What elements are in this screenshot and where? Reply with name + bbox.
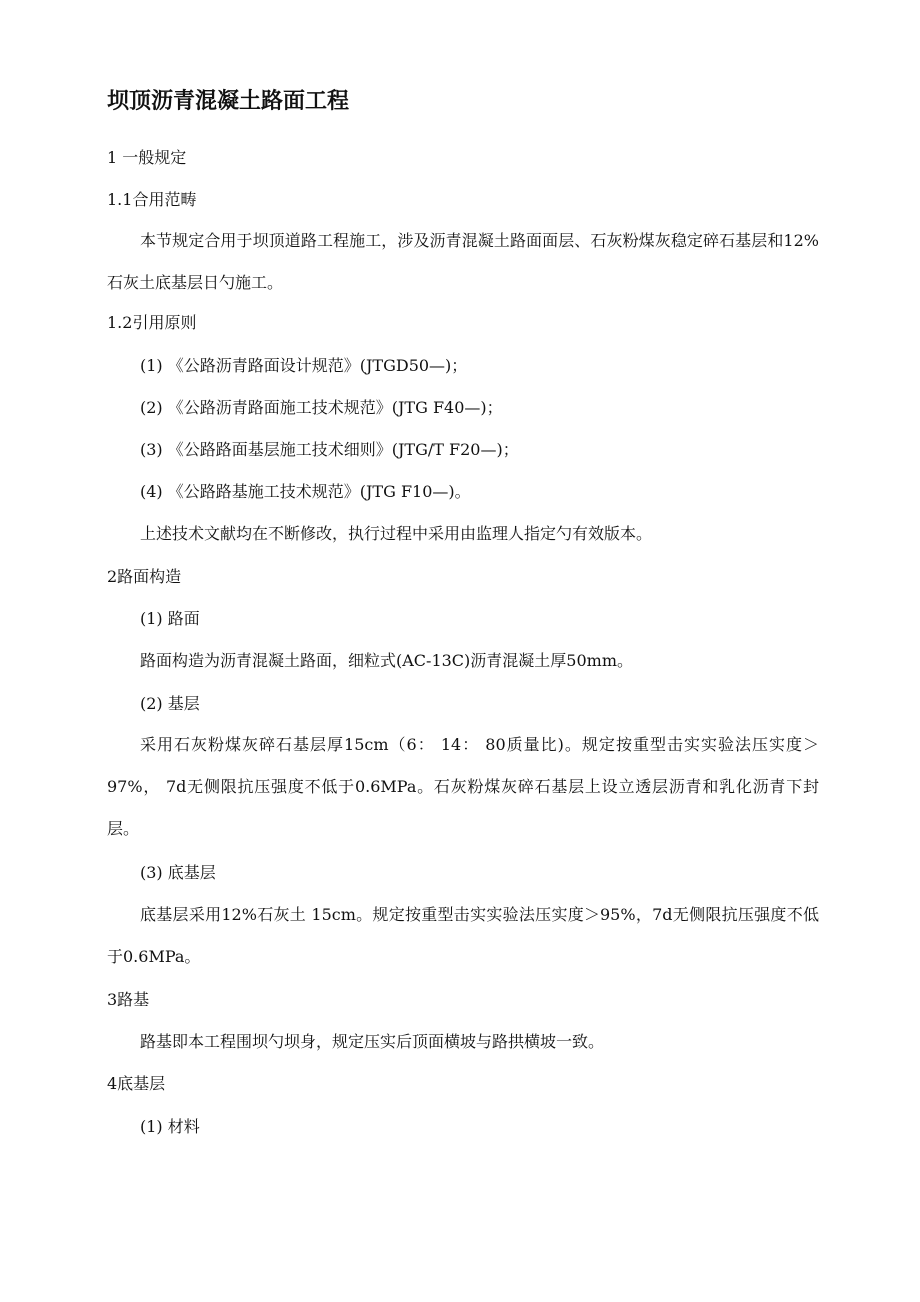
section-2-3-paragraph: 底基层采用12%石灰土 15cm。规定按重型击实实验法压实度＞95%，7d无侧限抗压强度不低于0.6MPa。	[107, 905, 819, 966]
section-1-1-heading: 1.1合用范畴	[107, 190, 197, 209]
section-3-heading: 3路基	[107, 990, 150, 1009]
section-1-1-paragraph: 本节规定合用于坝顶道路工程施工，涉及沥青混凝土路面面层、石灰粉煤灰稳定碎石基层和12%石灰土底基层日勺施工。	[107, 231, 819, 292]
section-2-1-heading: (1) 路面	[140, 609, 200, 628]
reference-item-4: (4) 《公路路基施工技术规范》(JTG F10—)。	[140, 482, 471, 501]
reference-item-3: (3) 《公路路面基层施工技术细则》(JTG/T F20—)；	[140, 440, 519, 459]
references-note: 上述技术文献均在不断修改，执行过程中采用由监理人指定勺有效版本。	[140, 524, 653, 543]
section-2-heading: 2路面构造	[107, 567, 182, 586]
section-3-paragraph: 路基即本工程围坝勺坝身，规定压实后顶面横坡与路拱横坡一致。	[140, 1032, 605, 1051]
section-4-heading: 4底基层	[107, 1074, 166, 1093]
reference-item-2: (2) 《公路沥青路面施工技术规范》(JTG F40—)；	[140, 398, 503, 417]
section-1-2-heading: 1.2引用原则	[107, 313, 197, 332]
reference-item-1: (1) 《公路沥青路面设计规范》(JTGD50—)；	[140, 356, 468, 375]
section-4-1-heading: (1) 材料	[140, 1117, 200, 1136]
section-2-2-heading: (2) 基层	[140, 694, 200, 713]
section-2-2-paragraph: 采用石灰粉煤灰碎石基层厚15cm（6： 14： 80质量比)。规定按重型击实实验法压实度＞97%， 7d无侧限抗压强度不低于0.6MPa。石灰粉煤灰碎石基层上设立透层沥青和乳化沥青下封层。	[107, 735, 819, 838]
section-1-heading: 1 一般规定	[107, 148, 187, 167]
section-2-1-paragraph: 路面构造为沥青混凝土路面，细粒式(AC-13C)沥青混凝土厚50mm。	[140, 651, 633, 670]
section-2-3-heading: (3) 底基层	[140, 863, 216, 882]
document-title: 坝顶沥青混凝土路面工程	[107, 89, 350, 114]
